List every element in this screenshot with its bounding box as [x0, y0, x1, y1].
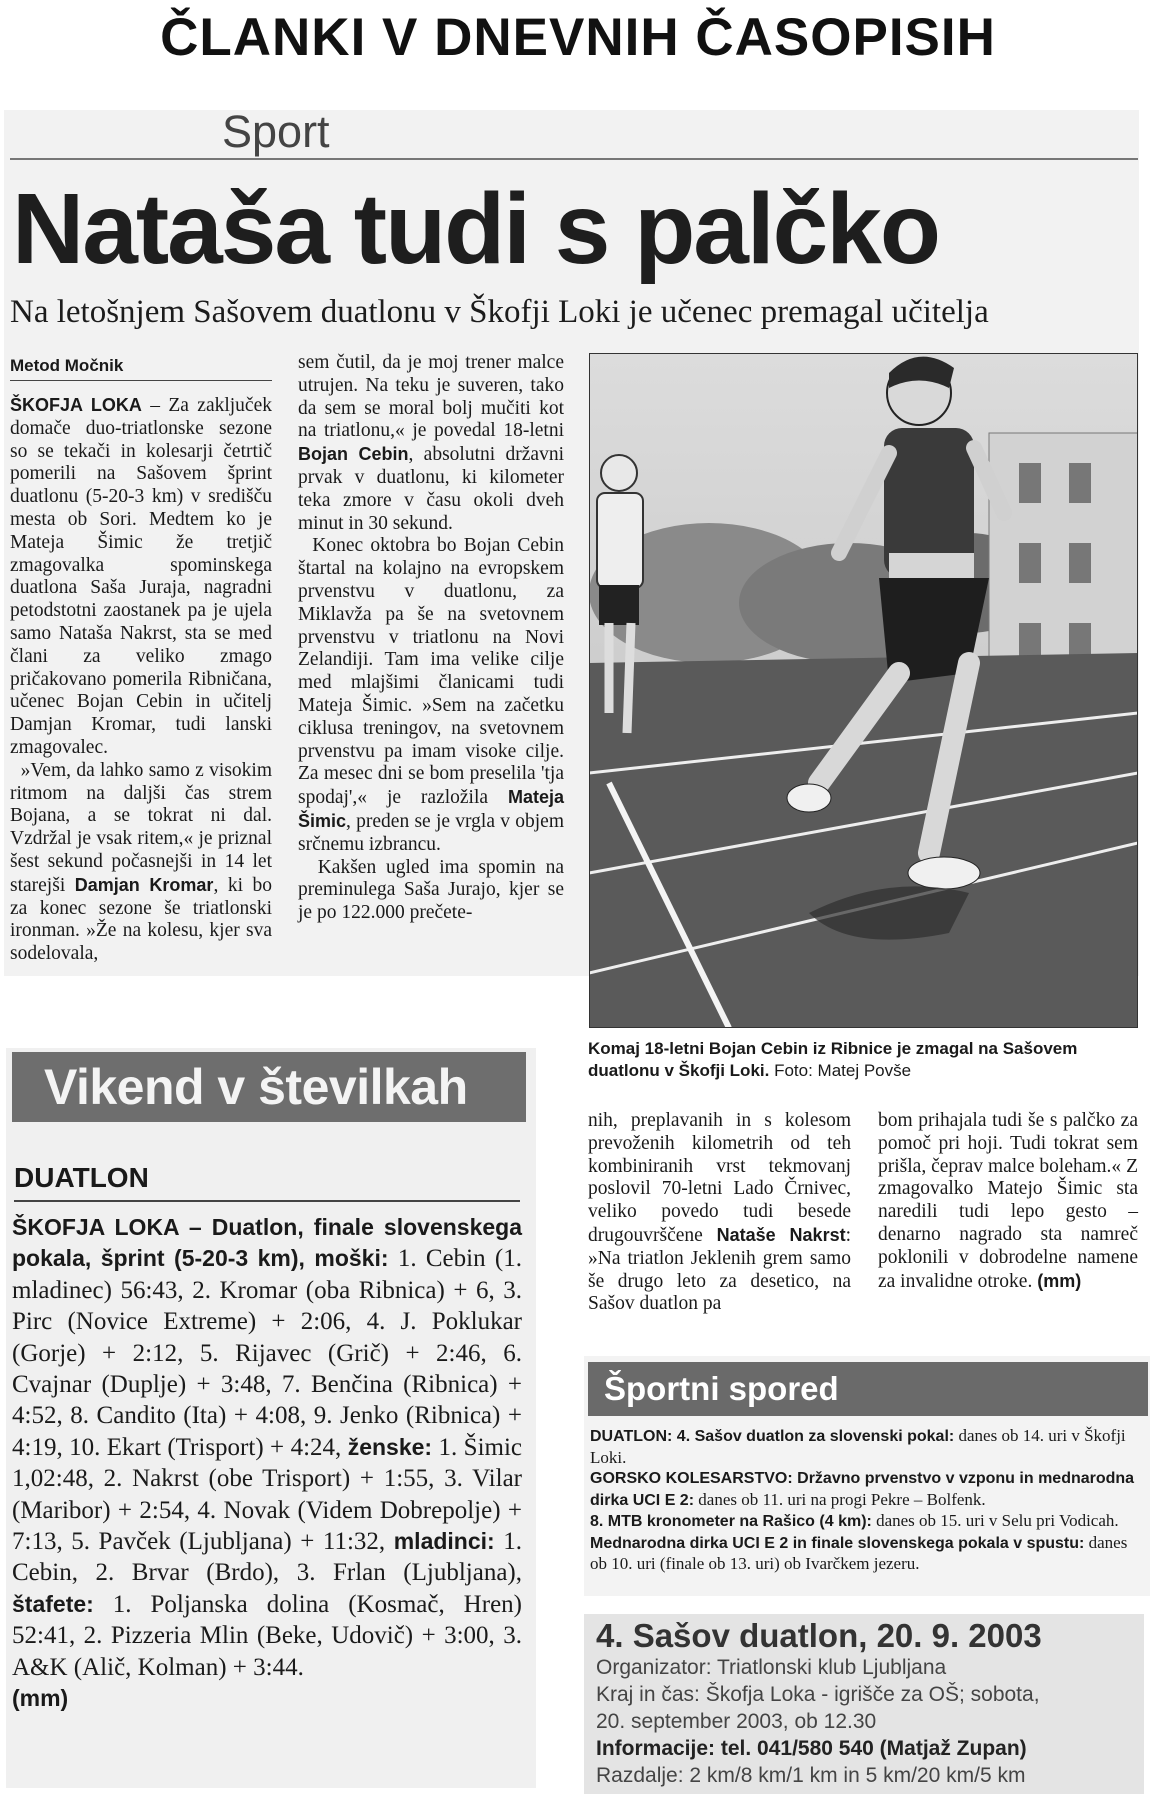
duatlon-heading: DUATLON — [14, 1162, 149, 1193]
section-label: Sport — [222, 106, 330, 157]
spored-item: 8. MTB kronometer na Rašico (4 km): danes ob 15. uri v Selu pri Vodicah. — [590, 1511, 1119, 1530]
dateline: ŠKOFJA LOKA — [10, 395, 142, 415]
photo-caption — [588, 1038, 1138, 1082]
col2-name-1: Bojan Cebin — [298, 444, 409, 465]
runner-2-body — [597, 493, 643, 588]
photo-caption-text: Komaj 18-letni Bojan Cebin iz Ribnice je zmagal na Sašovem duatlonu v Škofji Loki. — [588, 1039, 1078, 1080]
col4-signature: (mm) — [1037, 1270, 1082, 1291]
col1-paragraph-2a: »Vem, da lahko samo z visokim ritmom na daljši čas strem Bojana, a se tokrat ni dal. Vzdržal je vsak ritem,« je priznal šest sekund počasnejši in 14 let starejši — [10, 759, 272, 896]
spored-item: DUATLON: 4. Sašov duatlon za slovenski pokal: danes ob 14. uri v Škofji Loki. — [590, 1426, 1126, 1467]
col2-paragraph-2b: , preden se je vrgla v objem srčnemu izbrancu. — [298, 810, 564, 855]
results-juniors-label: mladinci: — [393, 1528, 495, 1555]
results-signature: (mm) — [12, 1685, 69, 1712]
duatlon-rule — [14, 1200, 520, 1202]
results-women-label: ženske: — [347, 1433, 433, 1460]
article-subheadline: Na letošnjem Sašovem duatlonu v Škofji Loki je učenec premagal učitelja — [10, 294, 989, 330]
spored-item: Mednarodna dirka UCI E 2 in finale slovenskega pokala v spustu: danes ob 10. uri (finale ob 13. uri) ob Ivarčkem jezeru. — [590, 1532, 1128, 1573]
spored-item: GORSKO KOLESARSTVO: Državno prvenstvo v vzponu in mednarodna dirka UCI E 2: danes ob 11. uri na progi Pekre – Bolfenk. — [590, 1470, 1135, 1509]
col2-name-2: Mateja Šimic — [298, 787, 564, 831]
page-title: ČLANKI V DNEVNIH ČASOPISIH — [160, 8, 996, 67]
event-place-time: Kraj in čas: Škofja Loka - igrišče za OŠ; sobota, — [596, 1683, 1040, 1706]
photo-credit: Foto: Matej Povše — [769, 1061, 912, 1080]
race-photo — [589, 353, 1138, 1028]
article-headline: Nataša tudi s palčko — [12, 173, 939, 285]
col1-paragraph-1: – Za zaključek domače duo-triatlonske sezone so se tekači in kolesarji četrtič pomerili na Sašovem šprint duatlonu (5-20-3 km) v središču mesta ob Sori. Medtem ko je Mateja Šimic že tretjič zmagovalka spominskega duatlona Saša Juraja, nagradni petodstotni zaostanek pa je ujela samo Nataša Nakrst, sta se med člani za veliko zmago pričakovano pomerila Ribničana, učenec Bojan Cebin in učitelj Damjan Kromar, tudi lanski zmagovalec. — [10, 395, 272, 758]
col3-name: Nataše Nakrst — [716, 1224, 846, 1245]
col3-text-a: nih, preplavanih in s kolesom prevoženih kilometrih od teh kombiniranih vrst tekmovanj poslovil 70-letni Lado Črnivec, veliko povedo tudi besede drugouvrščene — [588, 1110, 851, 1246]
byline-rule — [10, 380, 272, 381]
col2-paragraph-1a: sem čutil, da je moj trener malce utrujen. Na teku je suveren, tako da sem se moral bolj mučiti kot na triatlonu,« je povedal 18-letni — [298, 352, 564, 442]
article-column-3 — [588, 1110, 851, 1316]
spored-title: Športni spored — [604, 1370, 839, 1407]
runner-2-shorts — [599, 585, 639, 625]
col2-paragraph-2a: Konec oktobra bo Bojan Cebin štartal na kolajno na evropskem prvenstvu v duatlonu, za Miklavža pa še na svetovnem prvenstvu v triatlonu na Novi Zelandiji. Tam ima velike cilje med mlajšimi članicami tudi Mateja Šimic. »Sem na začetku ciklusa treningov, na svetovnem prvenstvu pa imam visoke cilje. Za mesec dni se bom preselila 'tja spodaj',« je razložila — [298, 535, 564, 809]
article-byline: Metod Močnik — [10, 356, 124, 375]
col4-text: bom prihajala tudi še s palčko za pomoč pri hoji. Tudi tokrat sem prišla, čeprav malce boleham.« Z zmagovalko Matejo Šimic sta naredili tudi lepo gesto – denarno nagrado sta namreč poklonili v dobrodelne namene za invalidne otroke. — [878, 1110, 1138, 1292]
results-intro: ŠKOFJA LOKA – Duatlon, finale slovenskega pokala, šprint (5-20-3 km), moški: — [12, 1214, 522, 1272]
event-organizer: Organizator: Triatlonski klub Ljubljana — [596, 1656, 947, 1679]
runner-1-shoe-right — [908, 857, 980, 889]
event-contact: Informacije: tel. 041/580 540 (Matjaž Zupan) — [596, 1737, 1027, 1760]
results-women: 1. Šimic 1,02:48, 2. Nakrst (obe Trisport) + 1:55, 3. Vilar (Maribor) + 2:54, 4. Novak (Videm Dobrepolje) + 7:13, 5. Pavček (Ljubljana) + 11:32, — [12, 1433, 522, 1556]
event-distances: Razdalje: 2 km/8 km/1 km in 5 km/20 km/5 km — [596, 1764, 1026, 1787]
vikend-title: Vikend v številkah — [44, 1059, 468, 1115]
runner-1-shoe-left — [787, 784, 831, 812]
runner-2-head — [601, 455, 637, 491]
results-juniors: 1. Cebin, 2. Brvar (Brdo), 3. Frlan (Ljubljana), — [12, 1528, 522, 1587]
col3-text-b: : »Na triatlon Jeklenih grem samo še drugo leto za desetico, na Sašov duatlon pa — [588, 1224, 851, 1315]
results-men: 1. Cebin (1. mladinec) 56:43, 2. Kromar (oba Ribnica) + 6, 3. Pirc (Novice Extreme) + 2:06, 4. J. Poklukar (Gorje) + 2:12, 5. Rijavec (Grič) + 2:46, 6. Cvajnar (Duplje) + 3:48, 7. Benčina (Ribnica) + 4:52, 8. Candito (Ita) + 4:08, 9. Jenko (Ribnica) + 4:19, 10. Ekart (Trisport) + 4:24, — [12, 1245, 522, 1461]
results-relay-label: štafete: — [12, 1590, 94, 1617]
article-column-2 — [298, 352, 564, 925]
col1-name: Damjan Kromar — [74, 874, 214, 895]
col2-paragraph-3: Kakšen ugled ima spomin na preminulega Saša Jurajo, kjer se je po 122.000 prečete- — [298, 856, 565, 924]
duatlon-results — [12, 1212, 522, 1715]
event-date: 20. september 2003, ob 12.30 — [596, 1710, 877, 1733]
event-info-title: 4. Sašov duatlon, 20. 9. 2003 — [596, 1617, 1042, 1654]
results-relay: 1. Poljanska dolina (Kosmač, Hren) 52:41, 2. Pizzeria Mlin (Beke, Udovič) + 3:00, 3. A&K (Alič, Kolman) + 3:44. — [12, 1590, 522, 1681]
col1-paragraph-2b: , ki bo za konec sezone še triatlonski ironman. »Že na kolesu, kjer sva sodelovala, — [10, 874, 273, 965]
section-rule — [10, 158, 1138, 160]
article-column-4 — [878, 1110, 1138, 1293]
article-column-1 — [10, 394, 272, 966]
spored-list — [590, 1426, 1142, 1575]
col2-paragraph-1b: , absolutni državni prvak v duatlonu, ki kilometer teka zmore v času okoli dveh minut in 30 sekund. — [298, 444, 564, 534]
